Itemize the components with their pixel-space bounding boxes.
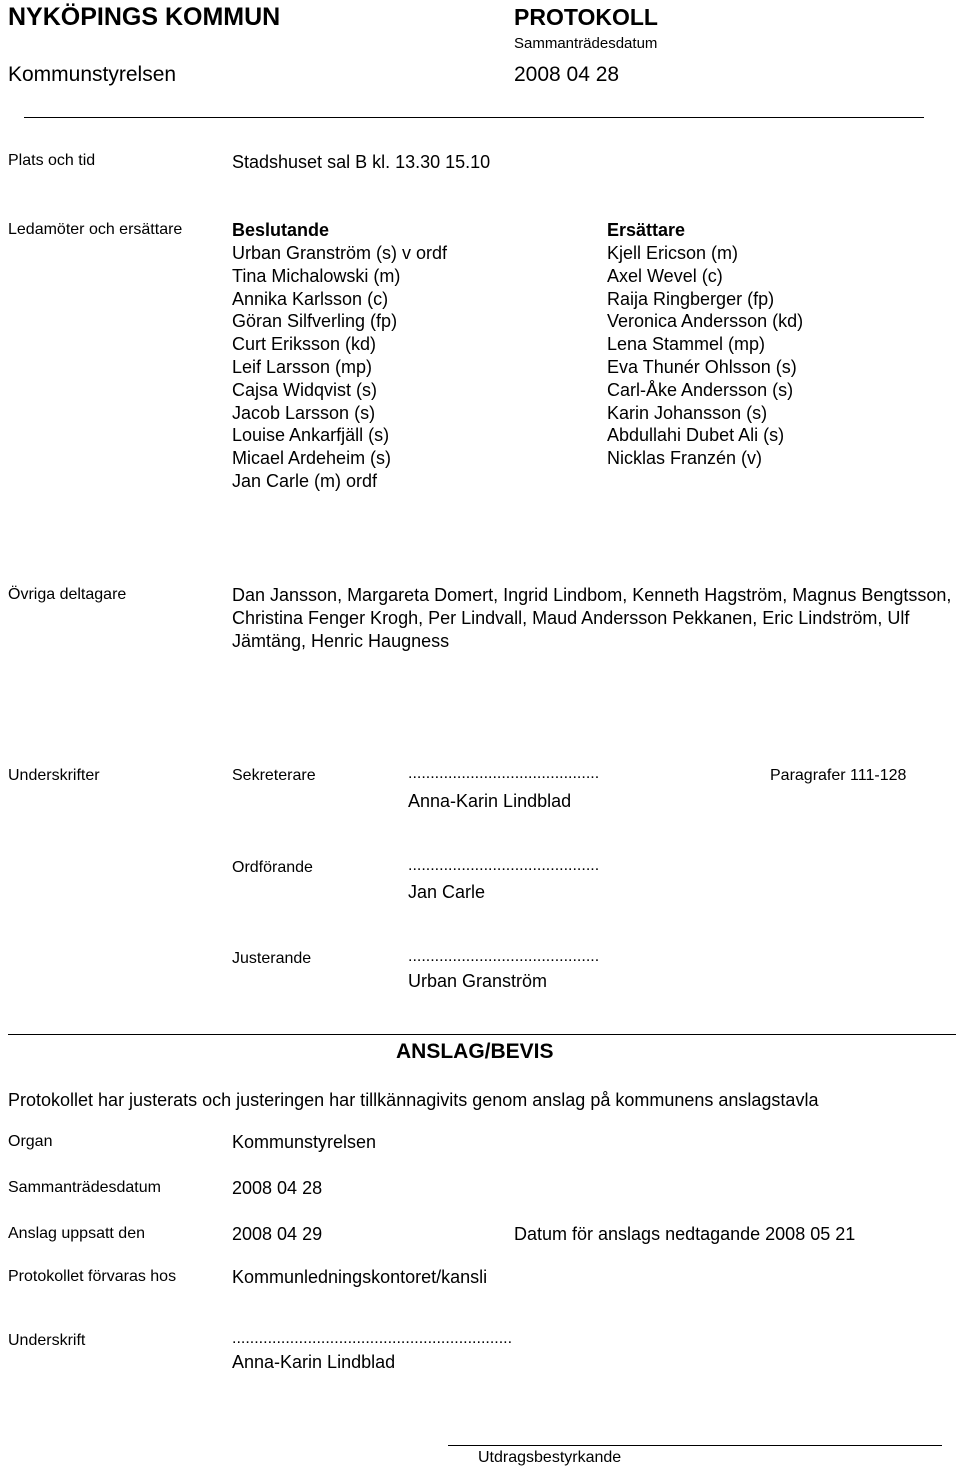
member-name: Lena Stammel (mp)	[607, 334, 766, 355]
adjuster-label: Justerande	[232, 950, 312, 967]
member-name: Göran Silfverling (fp)	[232, 311, 398, 332]
notice-statement: Protokollet har justerats och justeringen har tillkännagivits genom anslag på kommunens anslagstavla	[8, 1090, 819, 1110]
certification-footer: Utdragsbestyrkande	[478, 1449, 622, 1466]
member-name: Urban Granström (s) v ordf	[232, 243, 448, 263]
footer-divider	[448, 1445, 942, 1446]
others-label: Övriga deltagare	[8, 586, 127, 603]
signatures-label: Underskrifter	[8, 767, 100, 784]
paragraph-range: Paragrafer 111-128	[770, 767, 907, 784]
decision-list	[232, 242, 447, 493]
member-name: Abdullahi Dubet Ali (s)	[607, 425, 785, 446]
notice-meeting-date-value: 2008 04 28	[232, 1178, 323, 1198]
meeting-date: 2008 04 28	[514, 63, 620, 86]
others-text: Dan Jansson, Margareta Domert, Ingrid Lindbom, Kenneth Hagström, Magnus Bengtsson, Christina Fenger Krogh, Per Lindvall, Maud Andersson Pekkanen, Eric Lindström, Ulf Jämtäng, Henric Haugness	[232, 585, 952, 651]
meeting-date-label: Sammanträdesdatum	[514, 35, 658, 52]
secretary-label: Sekreterare	[232, 767, 316, 784]
notice-signature-line: ...............................................................	[232, 1330, 513, 1347]
removal-date: Datum för anslags nedtagande 2008 05 21	[514, 1224, 856, 1244]
member-name: Raija Ringberger (fp)	[607, 288, 775, 309]
member-name: Louise Ankarfjäll (s)	[232, 425, 390, 446]
member-name: Kjell Ericson (m)	[607, 243, 739, 263]
member-name: Carl-Åke Andersson (s)	[607, 379, 794, 400]
header-divider	[24, 117, 924, 118]
member-name: Veronica Andersson (kd)	[607, 311, 804, 332]
committee-name: Kommunstyrelsen	[8, 63, 177, 86]
member-name: Micael Ardeheim (s)	[232, 448, 392, 469]
member-name: Cajsa Widqvist (s)	[232, 379, 378, 400]
document-type: PROTOKOLL	[514, 4, 658, 30]
chair-signature-line: ...........................................	[408, 857, 600, 874]
member-name: Leif Larsson (mp)	[232, 356, 373, 377]
kept-value: Kommunledningskontoret/kansli	[232, 1267, 488, 1287]
member-name: Jan Carle (m) ordf	[232, 470, 378, 491]
chair-name: Jan Carle	[408, 882, 486, 902]
member-name: Axel Wevel (c)	[607, 265, 723, 286]
substitutes-heading: Ersättare	[607, 220, 686, 240]
organ-label: Organ	[8, 1133, 53, 1150]
chair-label: Ordförande	[232, 859, 313, 876]
member-name: Nicklas Franzén (v)	[607, 448, 763, 469]
member-name: Curt Eriksson (kd)	[232, 334, 377, 355]
decision-heading: Beslutande	[232, 220, 330, 240]
signature-label: Underskrift	[8, 1332, 86, 1349]
member-name: Jacob Larsson (s)	[232, 402, 376, 423]
organ-value: Kommunstyrelsen	[232, 1132, 377, 1152]
secretary-name: Anna-Karin Lindblad	[408, 791, 572, 811]
members-label: Ledamöter och ersättare	[8, 221, 183, 238]
adjuster-signature-line: ...........................................	[408, 948, 600, 965]
posted-value: 2008 04 29	[232, 1224, 323, 1244]
notice-signature-name: Anna-Karin Lindblad	[232, 1352, 396, 1372]
member-name: Tina Michalowski (m)	[232, 265, 401, 286]
substitutes-list	[607, 242, 803, 470]
secretary-signature-line: ...........................................	[408, 765, 600, 782]
place-label: Plats och tid	[8, 152, 96, 169]
place-value: Stadshuset sal B kl. 13.30 15.10	[232, 152, 491, 172]
member-name: Eva Thunér Ohlsson (s)	[607, 356, 797, 377]
member-name: Annika Karlsson (c)	[232, 288, 389, 309]
notice-meeting-date-label: Sammanträdesdatum	[8, 1179, 161, 1196]
member-name: Karin Johansson (s)	[607, 402, 768, 423]
notice-divider	[8, 1034, 956, 1035]
kept-label: Protokollet förvaras hos	[8, 1268, 177, 1285]
posted-label: Anslag uppsatt den	[8, 1225, 145, 1242]
adjuster-name: Urban Granström	[408, 971, 548, 991]
municipality-name: NYKÖPINGS KOMMUN	[8, 3, 281, 31]
notice-heading: ANSLAG/BEVIS	[396, 1040, 554, 1063]
